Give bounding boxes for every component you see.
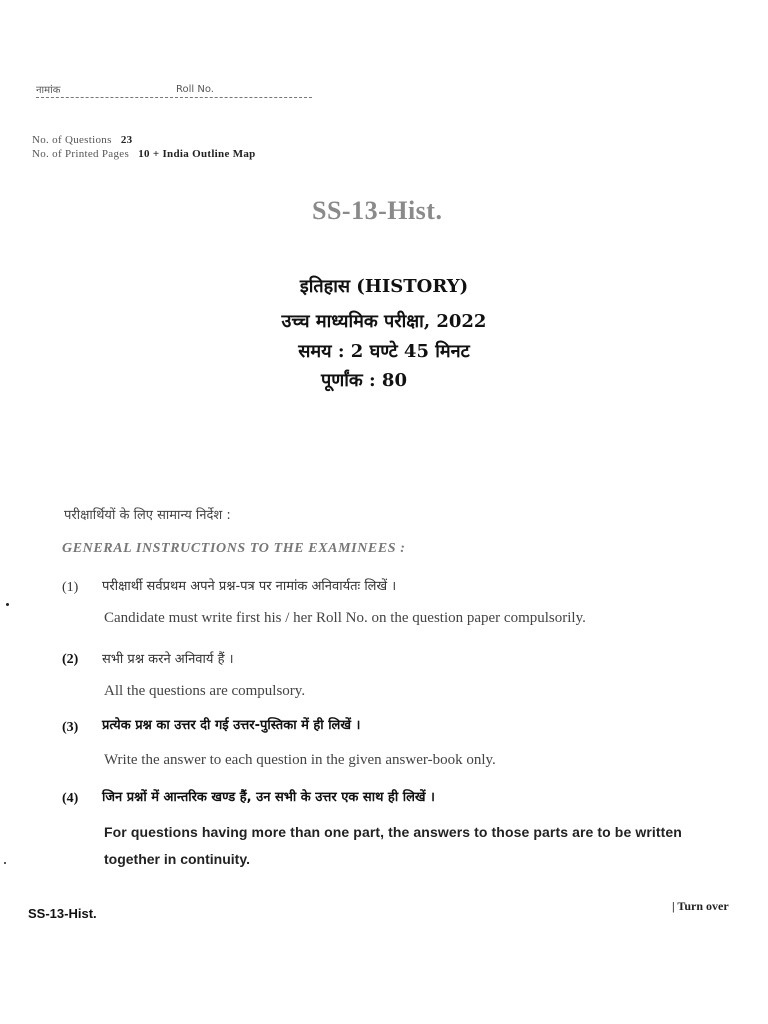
instruction-4-english-line2: together in continuity. [104,851,250,867]
subject-heading: इतिहास (HISTORY) [299,276,469,297]
instruction-3-english: Write the answer to each question in the given answer-book only. [104,752,496,768]
name-label: नामांक [36,85,61,96]
questions-count-row [32,134,132,146]
instruction-4-number: (4) [62,791,79,806]
time-heading: समय : 2 घण्टे 45 मिनट [298,341,470,362]
instruction-1-english: Candidate must write first his / her Roll No. on the question paper compulsorily. [104,610,586,626]
printed-pages-row [32,148,256,160]
instruction-1-number: (1) [62,580,79,595]
turn-over-label: | Turn over [672,899,729,913]
instructions-heading-hindi: परीक्षार्थियों के लिए सामान्य निर्देश : [64,508,231,523]
scan-speck [4,862,6,864]
instruction-2-number: (2) [62,652,79,667]
instructions-heading-english: GENERAL INSTRUCTIONS TO THE EXAMINEES : [62,541,406,556]
questions-value: 23 [120,134,133,146]
roll-number-line [36,97,312,98]
footer-paper-code: SS-13-Hist. [28,906,97,921]
instruction-3-number: (3) [62,720,79,735]
instruction-1-hindi: परीक्षार्थी सर्वप्रथम अपने प्रश्न-पत्र पर नामांक अनिवार्यतः लिखें । [102,579,397,594]
pages-label: No. of Printed Pages [32,148,130,160]
instruction-4-english-line1: For questions having more than one part, the answers to those parts are to be written [104,824,682,840]
instruction-4-hindi: जिन प्रश्नों में आन्तरिक खण्ड हैं, उन सभी के उत्तर एक साथ ही लिखें । [102,790,435,805]
pages-value: 10 + India Outline Map [138,148,256,160]
questions-label: No. of Questions [32,134,112,146]
exam-heading: उच्च माध्यमिक परीक्षा, 2022 [281,311,487,332]
instruction-3-hindi: प्रत्येक प्रश्न का उत्तर दी गई उत्तर-पुस्तिका में ही लिखें । [102,718,361,733]
roll-label: Roll No. [176,84,214,95]
scan-speck [6,603,9,606]
instruction-2-english: All the questions are compulsory. [104,683,306,699]
instruction-2-hindi: सभी प्रश्न करने अनिवार्य हैं । [102,652,234,667]
paper-code-title: SS-13-Hist. [312,196,443,225]
marks-heading: पूर्णांक : 80 [321,370,407,391]
